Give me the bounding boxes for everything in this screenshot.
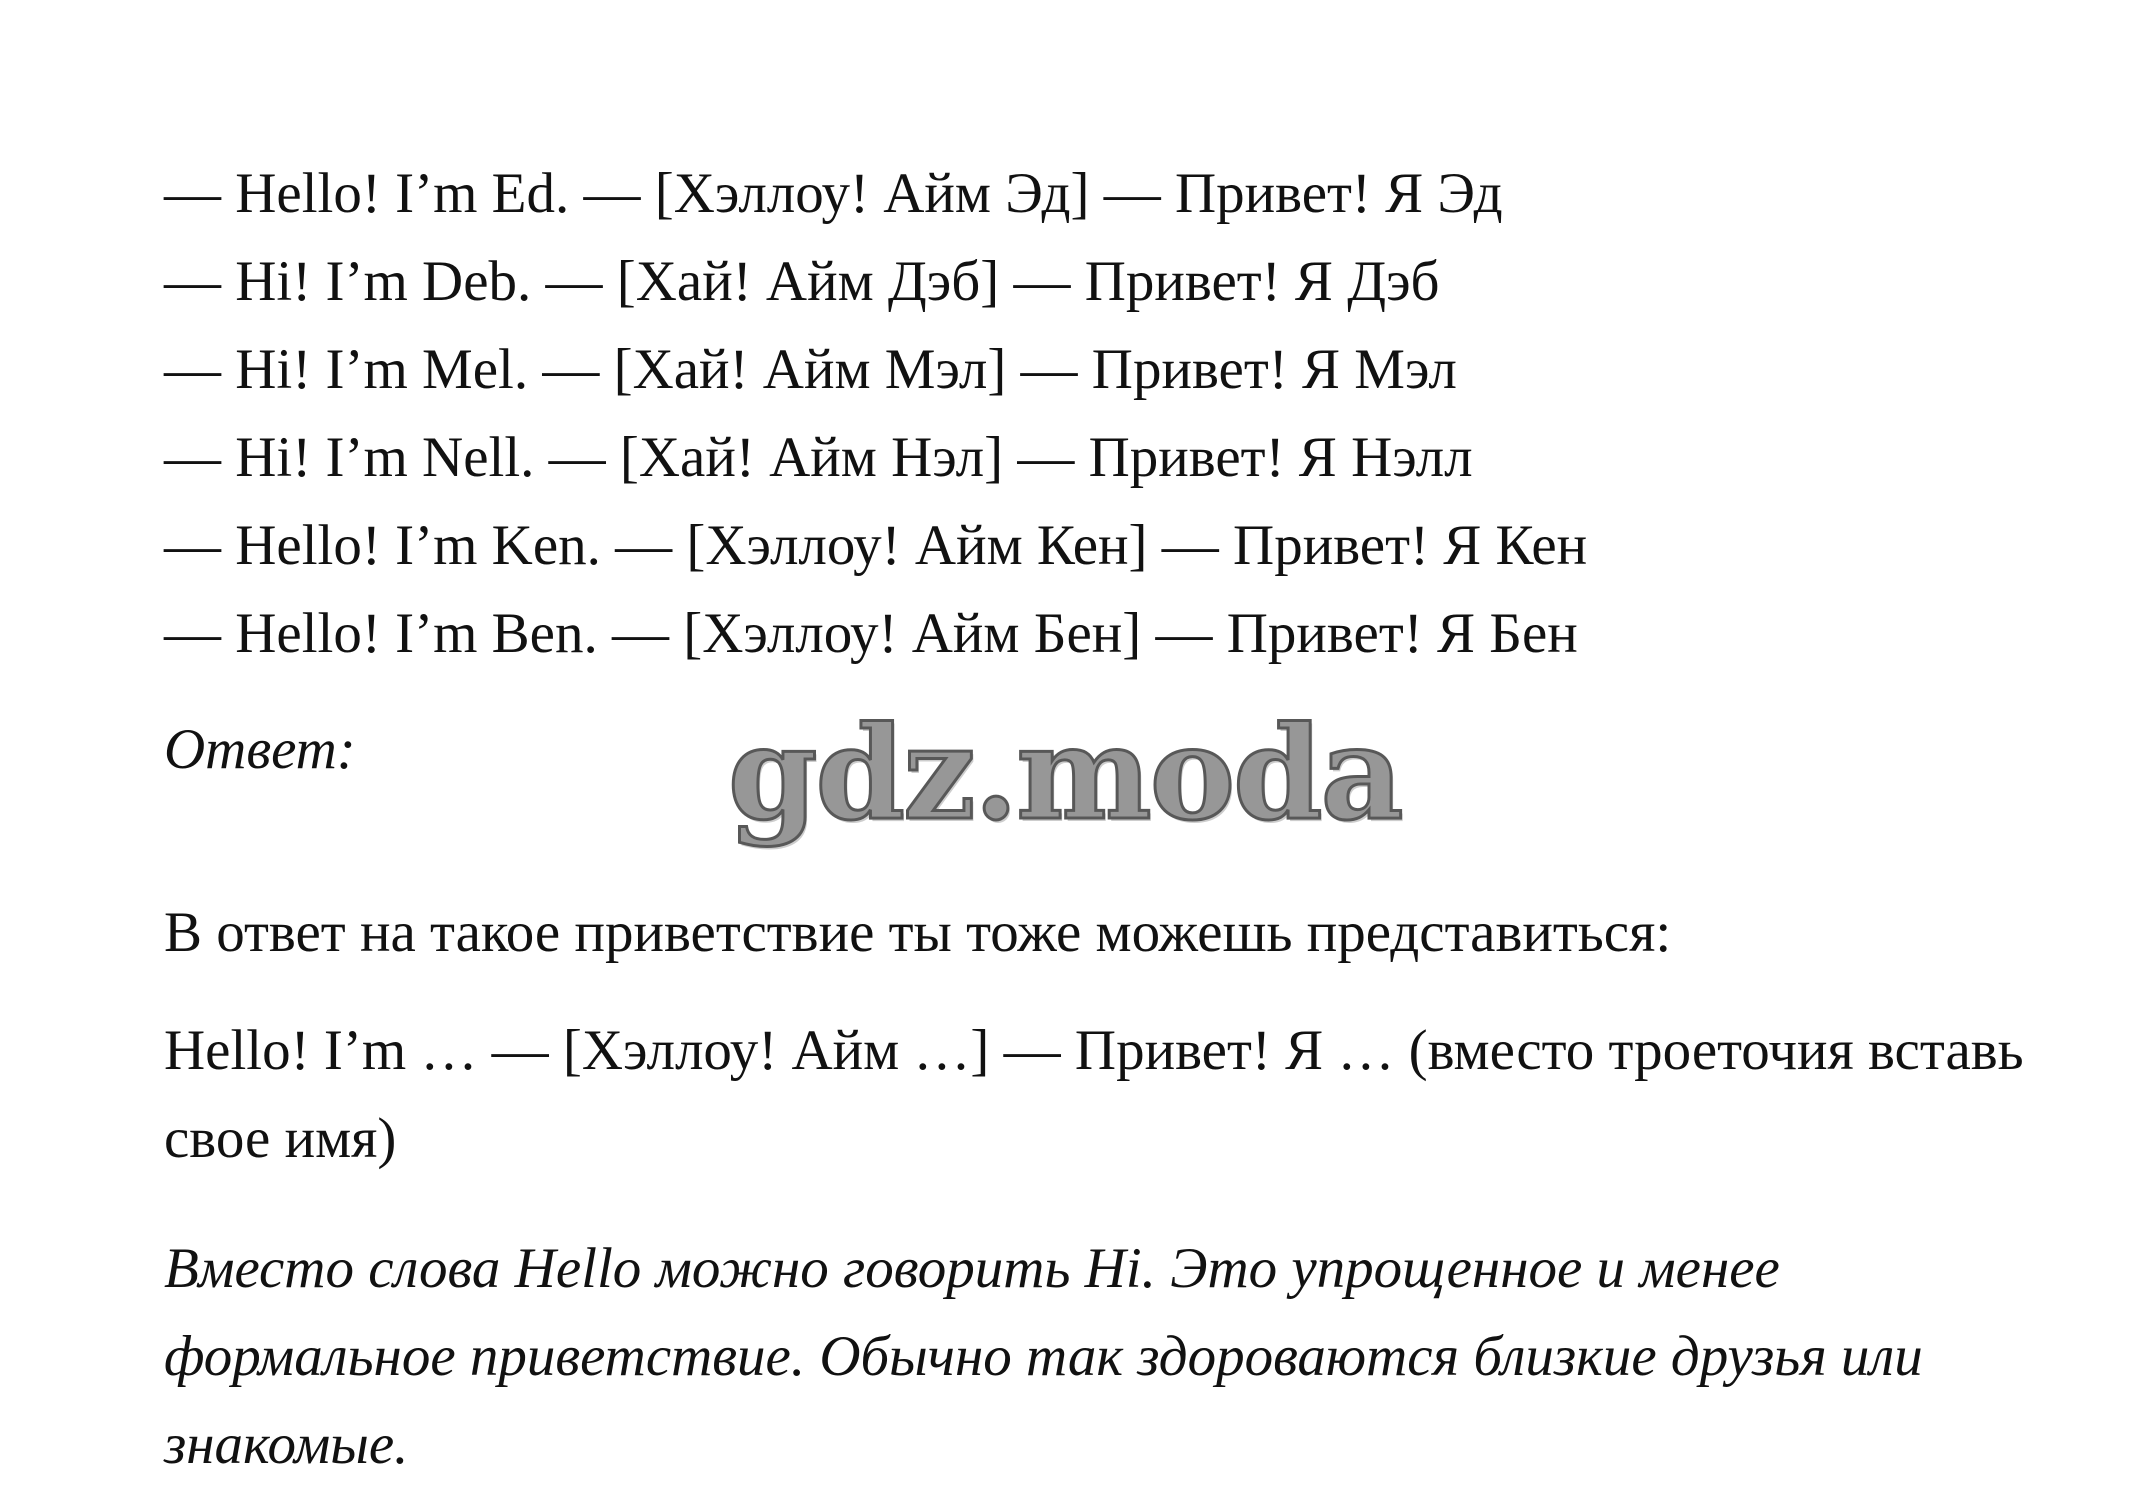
intro-paragraph: В ответ на такое приветствие ты тоже можешь представиться: (164, 901, 1672, 964)
answer-label: Ответ: (164, 718, 356, 781)
dialogue-line: — Hi! I’m Nell. — [Хай! Айм Нэл] — Привет! Я Нэлл (164, 426, 1473, 489)
dialogue-line: — Hello! I’m Ed. — [Хэллоу! Айм Эд] — Привет! Я Эд (164, 162, 1503, 225)
greeting-dialogue-list (164, 150, 1587, 678)
watermark-logo: gdz.moda (728, 699, 1402, 849)
dialogue-line: — Hello! I’m Ken. — [Хэллоу! Айм Кен] — Привет! Я Кен (164, 514, 1588, 577)
note-paragraph: Вместо слова Hello можно говорить Hi. Это упрощенное и менее формальное приветствие. Обычно так здороваются близкие друзья или знакомые. (164, 1237, 1923, 1476)
template-paragraph: Hello! I’m … — [Хэллоу! Айм …] — Привет! Я … (вместо троеточия вставь свое имя) (164, 1019, 2024, 1170)
dialogue-line: — Hi! I’m Mel. — [Хай! Айм Мэл] — Привет! Я Мэл (164, 338, 1457, 401)
dialogue-line: — Hello! I’m Ben. — [Хэллоу! Айм Бен] — Привет! Я Бен (164, 602, 1578, 665)
dialogue-line: — Hi! I’m Deb. — [Хай! Айм Дэб] — Привет! Я Дэб (164, 250, 1440, 313)
